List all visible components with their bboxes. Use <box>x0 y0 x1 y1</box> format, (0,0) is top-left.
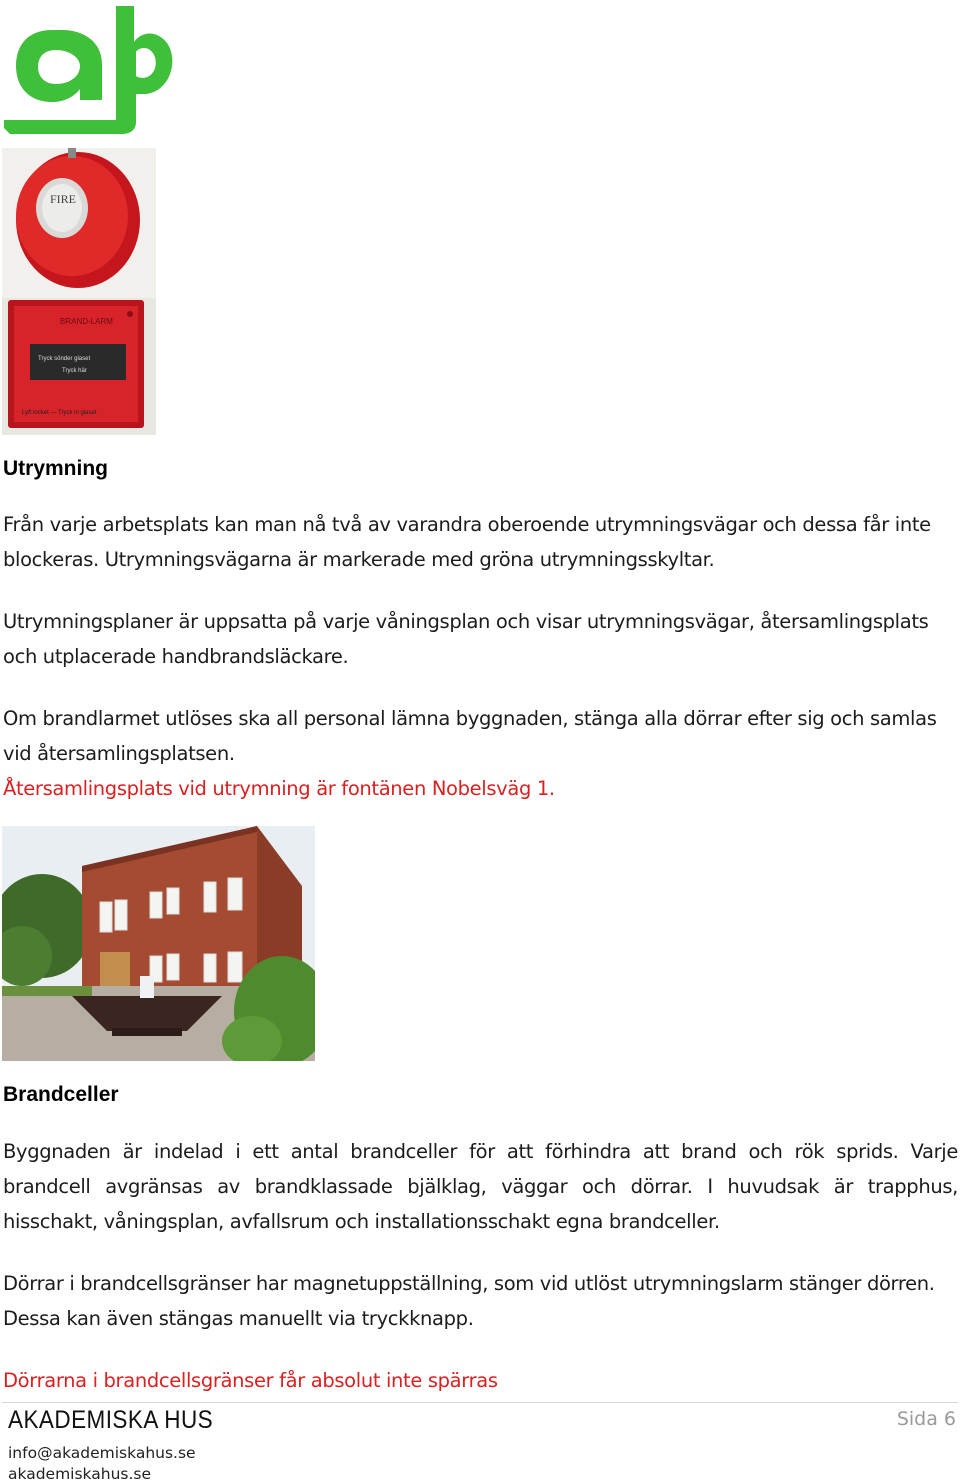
text-line: vid återsamlingsplatsen. <box>3 742 235 765</box>
text-line: hisschakt, våningsplan, avfallsrum och installationsschakt egna brandceller. <box>3 1210 720 1233</box>
text-line: och utplacerade handbrandsläckare. <box>3 645 349 668</box>
brandceller-paragraph-1 <box>3 1134 958 1239</box>
section-heading-utrymning: Utrymning <box>3 457 108 480</box>
footer-divider <box>2 1402 958 1403</box>
svg-text:Lyft locket — Tryck in glaset: Lyft locket — Tryck in glaset <box>22 410 97 416</box>
fire-alarm-bell-photo-icon <box>2 148 156 435</box>
text-line: Från varje arbetsplats kan man nå två av varandra oberoende utrymningsvägar och dessa får inte <box>3 513 931 536</box>
utrymning-paragraph-3 <box>3 701 958 806</box>
svg-text:FIRE: FIRE <box>50 192 77 206</box>
section-heading-brandceller: Brandceller <box>3 1083 119 1106</box>
brick-building-fountain-photo-icon <box>2 826 315 1061</box>
text-line-content: Byggnaden är indelad i ett antal brandceller för att förhindra att brand och rök sprids. Varje <box>3 1140 958 1163</box>
assembly-point-notice: Återsamlingsplats vid utrymning är fontänen Nobelsväg 1. <box>3 777 555 800</box>
ap-logo <box>2 2 174 134</box>
footer-brand: AKADEMISKA HUS <box>8 1406 214 1434</box>
text-line <box>3 1169 958 1204</box>
text-line: Om brandlarmet utlöses ska all personal lämna byggnaden, stänga alla dörrar efter sig och samlas <box>3 707 937 730</box>
building-fountain-photo <box>2 826 315 1061</box>
text-line: Dessa kan även stängas manuellt via tryckknapp. <box>3 1307 474 1330</box>
text-line: blockeras. Utrymningsvägarna är markerade med gröna utrymningsskyltar. <box>3 548 715 571</box>
svg-text:Tryck sönder glaset: Tryck sönder glaset <box>38 356 91 362</box>
text-line: Utrymningsplaner är uppsatta på varje våningsplan och visar utrymningsvägar, återsamlingsplats <box>3 610 929 633</box>
utrymning-paragraph-1 <box>3 507 958 577</box>
page-number: Sida 6 <box>896 1408 956 1430</box>
utrymning-paragraph-2 <box>3 604 958 674</box>
fire-door-warning: Dörrarna i brandcellsgränser får absolut inte spärras <box>3 1369 498 1392</box>
text-line <box>3 1134 958 1169</box>
text-line: Dörrar i brandcellsgränser har magnetuppställning, som vid utlöst utrymningslarm stänger dörren. <box>3 1272 935 1295</box>
footer-website-link[interactable]: akademiskahus.se <box>8 1465 152 1483</box>
svg-text:Tryck här: Tryck här <box>62 368 87 374</box>
brandceller-paragraph-2 <box>3 1266 958 1336</box>
footer-email-link[interactable]: info@akademiskahus.se <box>8 1444 196 1462</box>
fire-alarm-photo <box>2 148 156 435</box>
svg-text:BRAND-LARM: BRAND-LARM <box>60 317 113 326</box>
text-line-content: brandcell avgränsas av brandklassade bjälklag, väggar och dörrar. I huvudsak är trapphus, <box>3 1175 958 1198</box>
